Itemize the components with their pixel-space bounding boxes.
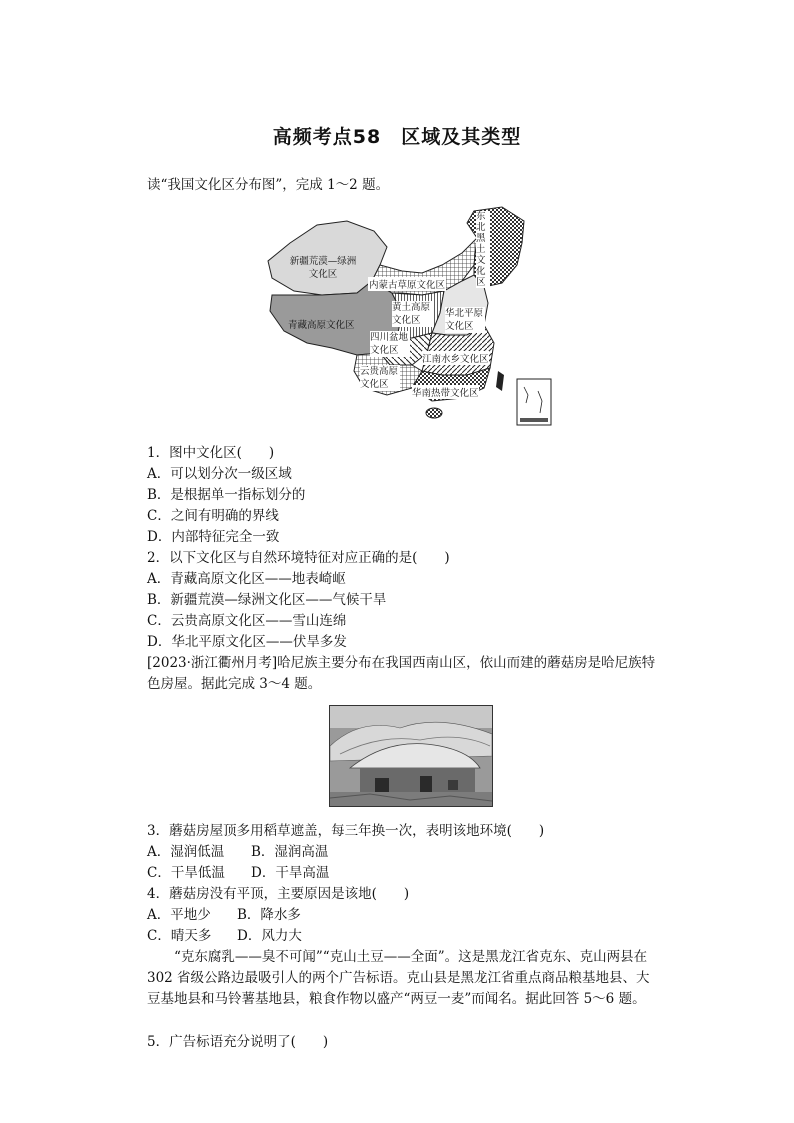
- label-jiangnan: 江南水乡文化区: [422, 351, 489, 365]
- q3-option-d: D．干旱高温: [251, 865, 330, 881]
- q1-option-d: D．内部特征完全一致: [147, 529, 280, 545]
- q3-options-row1: [147, 842, 328, 862]
- q4-option-c: C．晴天多: [147, 928, 212, 944]
- china-culture-map: [262, 203, 558, 429]
- q2-option-a: A．青藏高原文化区——地表崎岖: [147, 571, 346, 587]
- q1-option-c: C．之间有明确的界线: [147, 508, 279, 524]
- q2-stem: 2．以下文化区与自然环境特征对应正确的是( ): [147, 550, 450, 566]
- island-hainan: [426, 408, 442, 418]
- q4-option-b: B．降水多: [237, 907, 301, 923]
- q4-options-row1: [147, 905, 301, 925]
- q3-options-row2: [147, 863, 329, 883]
- q4-stem: 4．蘑菇房没有平顶，主要原因是该地( ): [147, 886, 410, 902]
- q3-option-b: B．湿润高温: [251, 844, 329, 860]
- label-yungui: 云贵高原文化区: [360, 366, 399, 390]
- q4-options-row2: [147, 926, 302, 946]
- intro-q3-4: [2023·浙江衢州月考]哈尼族主要分布在我国西南山区，依山而建的蘑菇房是哈尼族特色房屋。据此完成 3～4 题。: [147, 655, 656, 692]
- label-qingzang: 青藏高原文化区: [288, 320, 355, 331]
- q4-option-a: A．平地少: [147, 907, 211, 923]
- q5-stem: 5．广告标语充分说明了( ): [147, 1034, 329, 1050]
- intro-q5-6: “克东腐乳——臭不可闻”“克山土豆——全面”。这是黑龙江省克东、克山两县在 302 省级公路边最吸引人的两个广告标语。克山县是黑龙江省重点商品粮基地县、大豆基地县和马铃薯基地县，粮食作物以盛产“两豆一麦”而闻名。据此回答 5～6 题。: [147, 949, 650, 1007]
- label-sichuan: 四川盆地文化区: [370, 332, 409, 356]
- label-neimenggu: 内蒙古草原文化区: [368, 277, 446, 291]
- label-huanan: 华南热带文化区: [412, 385, 479, 399]
- q1-stem: 1．图中文化区( ): [147, 445, 275, 461]
- q3-option-a: A．湿润低温: [147, 844, 225, 860]
- intro-q1-2: 读“我国文化区分布图”，完成 1～2 题。: [147, 177, 390, 193]
- q3-stem: 3．蘑菇房屋顶多用稻草遮盖，每三年换一次，表明该地环境( ): [147, 823, 545, 839]
- label-xinjiang-overlay: 新疆荒漠—绿洲文化区: [289, 256, 357, 280]
- island-taiwan: [496, 371, 504, 391]
- q2-option-b: B．新疆荒漠—绿洲文化区——气候干旱: [147, 592, 387, 608]
- label-dongbei: 东北黑土文化区: [476, 211, 490, 288]
- label-huabei: 华北平原文化区: [445, 308, 484, 332]
- q1-option-b: B．是根据单一指标划分的: [147, 487, 306, 503]
- q1-option-a: A．可以划分次一级区域: [147, 466, 292, 482]
- mushroom-house-photo: [329, 705, 493, 807]
- q2-option-c: C．云贵高原文化区——雪山连绵: [147, 613, 347, 629]
- q4-option-d: D．风力大: [237, 928, 302, 944]
- q3-option-c: C．干旱低温: [147, 865, 225, 881]
- q2-option-d: D．华北平原文化区——伏旱多发: [147, 634, 347, 650]
- page-title: 高频考点58 区域及其类型: [272, 126, 522, 148]
- label-huangtu: 黄土高原文化区: [392, 302, 431, 326]
